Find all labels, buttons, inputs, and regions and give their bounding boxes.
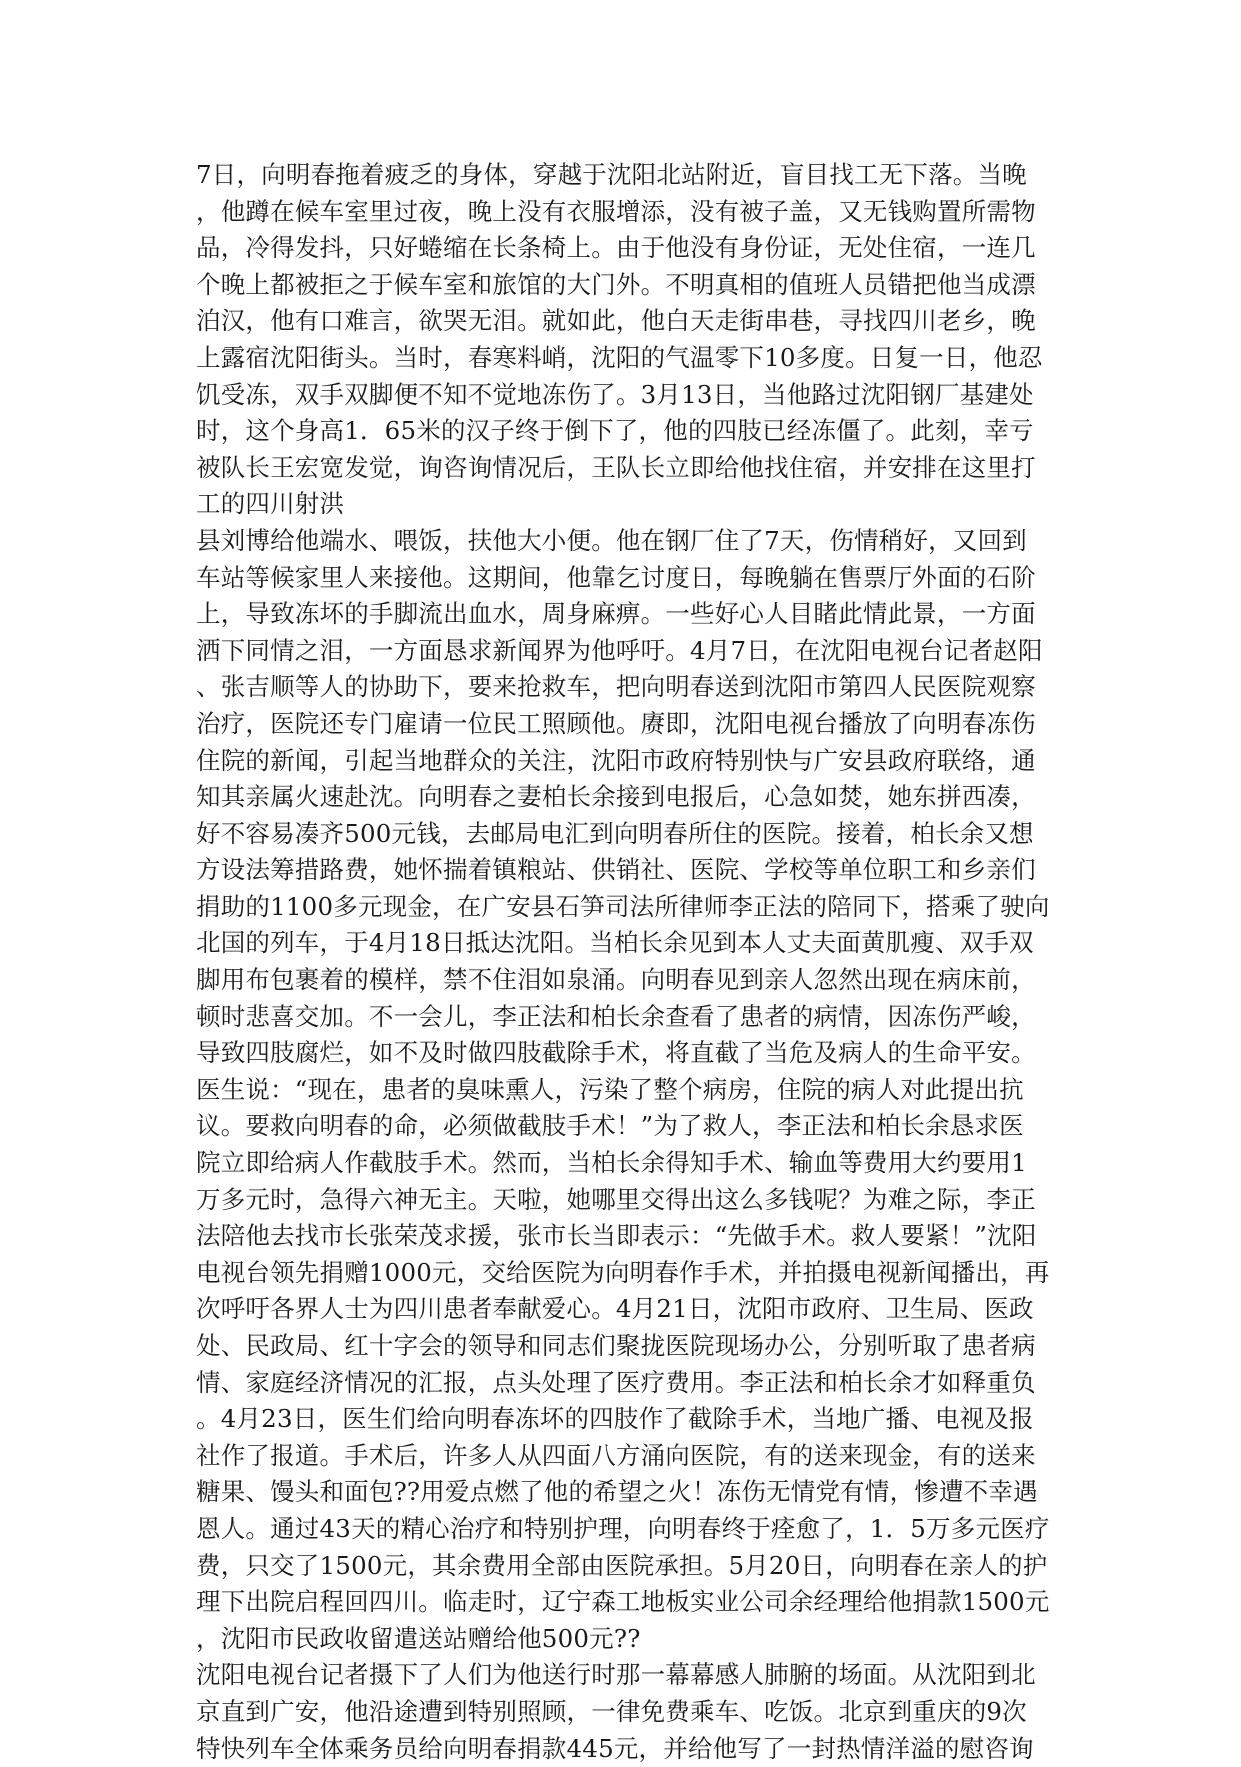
text-line: 顿时悲喜交加。不一会儿，李正法和柏长余查看了患者的病情，因冻伤严峻，	[196, 1001, 1036, 1031]
text-line: 住院的新闻，引起当地群众的关注，沈阳市政府特别快与广安县政府联络，通	[196, 745, 1036, 775]
text-line: 沈阳电视台记者摄下了人们为他送行时那一幕幕感人肺腑的场面。从沈阳到北	[196, 1660, 1036, 1690]
text-line: 治疗，医院还专门雇请一位民工照顾他。赓即，沈阳电视台播放了向明春冻伤	[196, 708, 1036, 738]
text-line: 糖果、馒头和面包??用爱点燃了他的希望之火！冻伤无情党有情，惨遭不幸遇	[196, 1477, 1038, 1507]
text-line: 个晚上都被拒之于候车室和旅馆的大门外。不明真相的值班人员错把他当成漂	[196, 269, 1036, 299]
text-line: 特快列车全体乘务员给向明春捐款445元，并给他写了一封热情洋溢的慰咨询	[196, 1733, 1034, 1763]
text-line: 好不容易凑齐500元钱，去邮局电汇到向明春所住的医院。接着，柏长余又想	[196, 818, 1034, 848]
text-line: ，沈阳市民政收留遣送站赠给他500元??	[196, 1623, 641, 1653]
text-line: 被队长王宏宽发觉，询咨询情况后，王队长立即给他找住宿，并安排在这里打	[196, 452, 1036, 482]
text-line: 上露宿沈阳街头。当时，春寒料峭，沈阳的气温零下10多度。日复一日，他忍	[196, 342, 1043, 372]
text-line: 法陪他去找市长张荣茂求援，张市长当即表示：“先做手术。救人要紧！”沈阳	[196, 1221, 1037, 1251]
text-line: 饥受冻，双手双脚便不知不觉地冻伤了。3月13日，当他路过沈阳钢厂基建处	[196, 379, 1034, 409]
text-line: 脚用布包裹着的模样，禁不住泪如泉涌。向明春见到亲人忽然出现在病床前，	[196, 965, 1036, 995]
text-line: 。4月23日，医生们给向明春冻坏的四肢作了截除手术，当地广播、电视及报	[196, 1404, 1034, 1434]
text-line: 次呼吁各界人士为四川患者奉献爱心。4月21日，沈阳市政府、卫生局、医政	[196, 1294, 1034, 1324]
text-line: 院立即给病人作截肢手术。然而，当柏长余得知手术、输血等费用大约要用1	[196, 1148, 1027, 1178]
text-line: 理下出院启程回四川。临走时，辽宁森工地板实业公司余经理给他捐款1500元	[196, 1587, 1050, 1617]
text-line: 医生说：“现在，患者的臭味熏人，污染了整个病房，住院的病人对此提出抗	[196, 1074, 1024, 1104]
text-line: 、张吉顺等人的协助下，要来抢救车，把向明春送到沈阳市第四人民医院观察	[196, 672, 1036, 702]
text-line: 车站等候家里人来接他。这期间，他靠乞讨度日，每晚躺在售票厅外面的石阶	[196, 562, 1036, 592]
text-line: 处、民政局、红十字会的领导和同志们聚拢医院现场办公，分别听取了患者病	[196, 1331, 1036, 1360]
text-line: 知其亲属火速赴沈。向明春之妻柏长余接到电报后，心急如焚，她东拼西凑，	[196, 782, 1036, 812]
text-line: 社作了报道。手术后，许多人从四面八方涌向医院，有的送来现金，有的送来	[196, 1440, 1036, 1470]
text-line: 万多元时，急得六神无主。天啦，她哪里交得出这么多钱呢？为难之际，李正	[196, 1184, 1036, 1214]
text-line: 电视台领先捐赠1000元，交给医院为向明春作手术，并拍摄电视新闻播出，再	[196, 1257, 1050, 1287]
text-line: 议。要救向明春的命，必须做截肢手术！”为了救人，李正法和柏长余恳求医	[196, 1111, 1024, 1141]
text-line: 品，冷得发抖，只好蜷缩在长条椅上。由于他没有身份证，无处住宿，一连几	[196, 233, 1036, 263]
text-line: 县刘博给他端水、喂饭，扶他大小便。他在钢厂住了7天，伤情稍好，又回到	[196, 525, 1027, 555]
text-line: 捐助的1100多元现金，在广安县石笋司法所律师李正法的陪同下，搭乘了驶向	[196, 891, 1050, 921]
text-line: 情、家庭经济情况的汇报，点头处理了医疗费用。李正法和柏长余才如释重负	[196, 1367, 1036, 1397]
text-line: 方设法筹措路费，她怀揣着镇粮站、供销社、医院、学校等单位职工和乡亲们	[196, 855, 1036, 885]
text-line: 费，只交了1500元，其余费用全部由医院承担。5月20日，向明春在亲人的护	[196, 1550, 1048, 1580]
text-line: 时，这个身高1．65米的汉子终于倒下了，他的四肢已经冻僵了。此刻，幸亏	[196, 416, 1034, 446]
text-line: 7日，向明春拖着疲乏的身体，穿越于沈阳北站附近，盲目找工无下落。当晚	[196, 160, 1027, 189]
text-line: 恩人。通过43天的精心治疗和特别护理，向明春终于痊愈了，1．5万多元医疗	[196, 1513, 1050, 1543]
text-line: ，他蹲在候车室里过夜，晚上没有衣服增添，没有被子盖，又无钱购置所需物	[196, 196, 1036, 226]
text-line: 导致四肢腐烂，如不及时做四肢截除手术，将直截了当危及病人的生命平安。	[196, 1038, 1036, 1068]
text-line: 泊汉，他有口难言，欲哭无泪。就如此，他白天走街串巷，寻找四川老乡，晚	[196, 306, 1036, 336]
text-line: 工的四川射洪	[196, 489, 345, 519]
document-body	[196, 157, 1050, 1767]
text-line: 北国的列车，于4月18日抵达沈阳。当柏长余见到本人丈夫面黄肌瘦、双手双	[196, 928, 1034, 958]
text-line: 洒下同情之泪，一方面恳求新闻界为他呼吁。4月7日，在沈阳电视台记者赵阳	[196, 635, 1043, 665]
text-line: 京直到广安，他沿途遭到特别照顾，一律免费乘车、吃饭。北京到重庆的9次	[196, 1696, 1027, 1726]
text-line: 上，导致冻坏的手脚流出血水，周身麻痹。一些好心人目睹此情此景，一方面	[196, 599, 1036, 629]
